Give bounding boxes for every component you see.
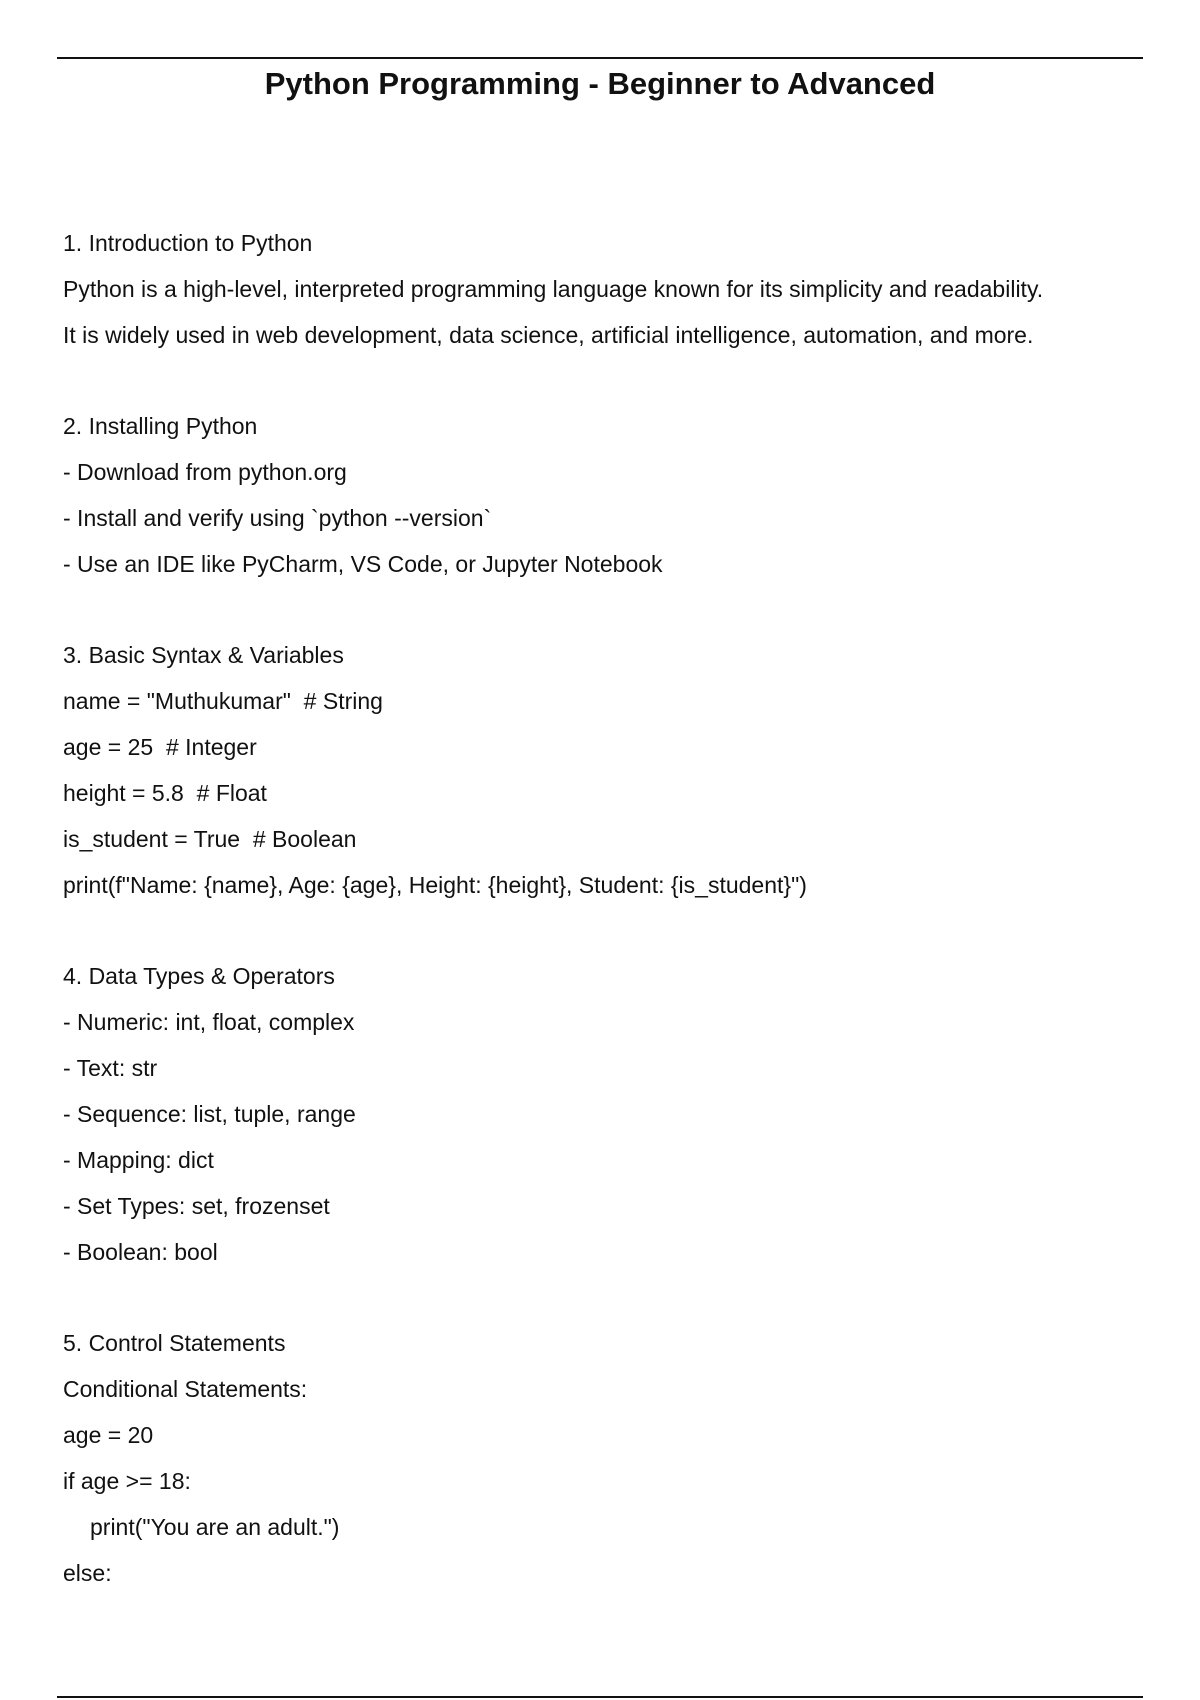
top-rule [57,57,1143,59]
section-basic-syntax [63,632,1143,908]
section-heading: 3. Basic Syntax & Variables [63,642,344,668]
code-line: name = "Muthukumar" # String [63,688,383,714]
code-line-indented: print("You are an adult.") [90,1514,340,1540]
list-item: - Mapping: dict [63,1147,214,1173]
list-item: - Sequence: list, tuple, range [63,1101,356,1127]
code-line: age = 20 [63,1422,154,1448]
list-item: - Numeric: int, float, complex [63,1009,355,1035]
list-item: - Use an IDE like PyCharm, VS Code, or Jupyter Notebook [63,551,663,577]
section-heading: 4. Data Types & Operators [63,963,335,989]
list-item: - Boolean: bool [63,1239,218,1265]
code-line: is_student = True # Boolean [63,826,357,852]
section-introduction [63,220,1143,358]
paragraph-line: Python is a high-level, interpreted programming language known for its simplicity and readability. [63,276,1044,302]
section-heading: 5. Control Statements [63,1330,286,1356]
paragraph-line: It is widely used in web development, data science, artificial intelligence, automation, and more. [63,322,1034,348]
section-gap [63,1275,1143,1320]
list-item: - Install and verify using `python --version` [63,505,492,531]
paragraph-line: Conditional Statements: [63,1376,308,1402]
section-installing [63,403,1143,587]
code-line: if age >= 18: [63,1468,191,1494]
code-line: else: [63,1560,112,1586]
section-control-statements [63,1320,1143,1596]
document-body [63,220,1143,1596]
list-item: - Set Types: set, frozenset [63,1193,330,1219]
bottom-rule [57,1696,1143,1698]
section-gap [63,908,1143,953]
document-title: Python Programming - Beginner to Advanced [264,66,936,101]
code-line: age = 25 # Integer [63,734,257,760]
list-item: - Text: str [63,1055,158,1081]
section-heading: 1. Introduction to Python [63,230,313,256]
section-gap [63,358,1143,403]
list-item: - Download from python.org [63,459,347,485]
section-gap [63,587,1143,632]
code-line: height = 5.8 # Float [63,780,267,806]
code-line: print(f"Name: {name}, Age: {age}, Height: {height}, Student: {is_student}") [63,872,807,898]
section-heading: 2. Installing Python [63,413,258,439]
section-data-types [63,953,1143,1275]
